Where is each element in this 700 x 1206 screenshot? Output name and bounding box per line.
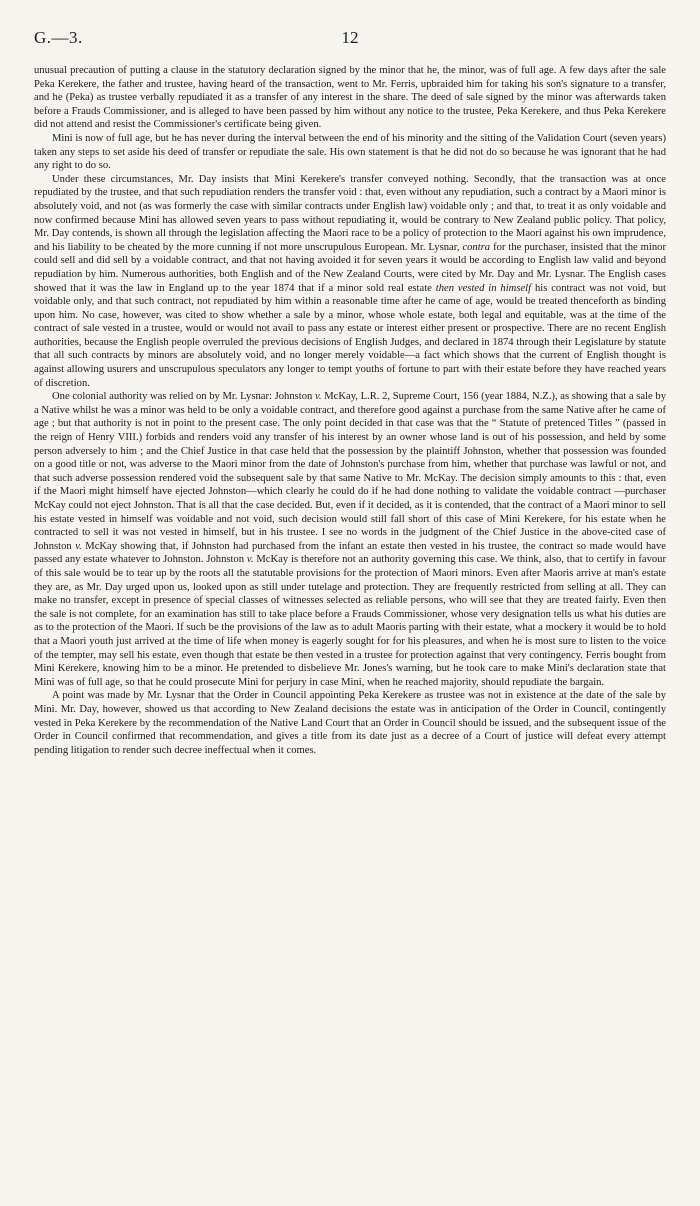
paragraph-3-text-c: his contract was not void, but voidable only, and that such contract, not repudiated by him within a reasonable time after he came of age, would be treated thenceforth as binding upon him. No case, however, was cited to show whether a sale by a minor, whose whole estate, both legal and equitable, was at the time of the contract of sale vested in a trustee, would or would not avail to pass any estate or interest either present or prospective. There are no recent English authorities, because the English people overruled the previous decisions of English Judges, and declared in 1874 through their Legislature by statute that all such contracts by minors are absolutely void, and no longer merely voidable—a fact which shows that the current of English thought is against allowing usurers and unscrupulous speculators any longer to tempt youths of fortune to part with their estate before they have reached years of discretion. [34, 282, 667, 389]
paragraph-5 [34, 689, 666, 757]
paragraph-1 [34, 64, 666, 132]
paragraph-3 [34, 173, 666, 391]
document-body [34, 64, 666, 757]
paragraph-4-text-a: One colonial authority was relied on by Mr. Lysnar: Johnston [52, 391, 315, 403]
paragraph-4-italic-1: v. [314, 391, 322, 403]
page-header [34, 28, 666, 64]
paragraph-2-text: Mini is now of full age, but he has never during the interval between the end of his minority and the sitting of the Validation Court (seven years) taken any steps to set aside his deed of transfer or repudiate the sale. His own statement is that he did not do so because he was ignorant that he had any right to do so. [34, 132, 666, 172]
paragraph-4-text-c: McKay showing that, if Johnston had purchased from the infant an estate then vested in his trustee, the contract so made would have passed any estate whatever to Johnston. Johnston [34, 540, 666, 566]
document-reference: G.—3. [34, 28, 83, 47]
paragraph-4 [34, 390, 666, 689]
paragraph-4-italic-2: v. [75, 540, 82, 552]
paragraph-5-text: A point was made by Mr. Lysnar that the Order in Council appointing Peka Kerekere as trustee was not in existence at the date of the sale by Mini. Mr. Day, however, showed us that according to New Zealand decisions the estate was in anticipation of the Order in Council, contingently vested in Peka Kerekere by the recommendation of the Native Land Court that an Order in Council should be issued, and the subsequent issue of the Order in Council confirmed that recommendation, and gives a title from its date just as a decree of a Court of justice will defeat every attempt pending litigation to render such decree ineffectual when it comes. [34, 690, 666, 756]
paragraph-4-italic-3: v. [246, 554, 254, 566]
paragraph-1-text: unusual precaution of putting a clause in the statutory declaration signed by the minor that he, the minor, was of full age. A few days after the sale Peka Kerekere, the father and trustee, having heard of the transaction, went to Mr. Ferris, upbraided him for taking his son's signature to a transfer, and he (Peka) as trustee verbally repudiated it as a transfer of any interest in the share. The deed of sale signed by the minor was afterwards taken before a Frauds Commissioner, and is alleged to have been passed by him without any notice to the trustee, Peka Kerekere, and thus Peka Kerekere did not attend and resist the Commissioner's certificate being given. [34, 65, 666, 131]
paragraph-2 [34, 132, 666, 173]
paragraph-4-text-d: McKay is therefore not an authority governing this case. We think, also, that to certify in favour of this sale would be to tear up by the roots all the statutable provisions for the protection of Maori minors. Even after Maoris arrive at man's estate they are, as Mr. Day urged upon us, looked upon as still under tutelage and protection. They are frequently restricted from selling at all. They can make no transfer, except in presence of special classes of witnesses selected as reliable persons, who will see that they are treated fairly. Even then the sale is not complete, for an examination has still to take place before a Frauds Commissioner, whose very designation tells us what his duties are as to the protection of the Maori. If such be the provisions of the law as to adult Maoris parting with their estate, what a mockery it would be to hold that a Maori youth just arrived at the time of life when money is eagerly sought for for his pleasures, and when he is most sure to listen to the voice of the tempter, may sell his estate, even though that estate be then vested in a trustee for protection against that very contingency. Ferris bought from Mini Kerekere, knowing him to be a minor. He pretended to disbelieve Mr. Jones's warning, but he took care to make Mini's declaration state that Mini was of full age, so that he could prosecute Mini for perjury in case Mini, when he reached majority, should repudiate the bargain. [34, 554, 667, 688]
paragraph-3-text-b: for the purchaser, insisted that the minor could sell and did sell by a voidable contract, and that not having avoided it for seven years it would be according to English law valid and beyond repudiation by him. Numerous authorities, both English and of the New Zealand Courts, were cited by Mr. Day and Mr. Lysnar. The English cases showed that it was the law in England up to the year 1874 that if a minor sold real estate [34, 241, 666, 294]
paragraph-3-italic-1: contra [462, 241, 491, 253]
page-number: 12 [341, 28, 359, 47]
paragraph-3-text-a: Under these circumstances, Mr. Day insists that Mini Kerekere's transfer conveyed nothing. Secondly, that the transaction was at once repudiated by the trustee, and that such repudiation renders the transfer void : that, even without any repudiation, such a contract by a Maori minor is absolutely void, and not (as was formerly the case with similar contracts under English law) voidable only ; and that, to treat it as only voidable and now confirmed because Mini has allowed seven years to pass without repudiating it, would be contrary to New Zealand public policy. That policy, Mr. Day contends, is shown all through the legislation affecting the Maori race to be a policy of protection to the Maori against his own imprudence, and his liability to be cheated by the more cunning if not more unscrupulous European. Mr. Lysnar, [34, 173, 666, 253]
paragraph-3-italic-2: then vested in himself [435, 282, 532, 294]
paragraph-4-text-b: McKay, L.R. 2, Supreme Court, 156 (year 1884, N.Z.), as showing that a sale by a Native whilst he was a minor was held to be only a voidable contract, and therefore good against a purchase from the same Native after he came of age ; but that authority is not in point to the present case. The only point decided in that case was that the “ Statute of pretenced Titles ” (passed in the reign of Henry VIII.) forbids and renders void any transfer of his interest by an owner whose land is out of his possession, and held by some person adversely to him ; and the Chief Justice in that case held that the possession by the plaintiff Johnston, whether that possession was founded on a good title or not, was adverse to the Maori minor from the date of Johnston's purchase from him, whether that purchase was lawful or not, and that such adverse possession rendered void the subsequent sale by that same Native to Mr. McKay. The decision simply amounts to this : that, even if the Maori might himself have ejected Johnston—which clearly he could do if he had done nothing to validate the voidable contract —purchaser McKay could not eject Johnston. That is all that the case decided. But, even if it decided, as it is contended, that the contract of a Maori minor to sell his estate vested in himself was voidable and not void, such decision would still fall short of this case of Mini Kerekere, for his estate when he contracted to sell it was not vested in himself, but in his trustee. I see no words in the judgment of the Chief Justice in the above-cited case of Johnston [34, 391, 666, 552]
